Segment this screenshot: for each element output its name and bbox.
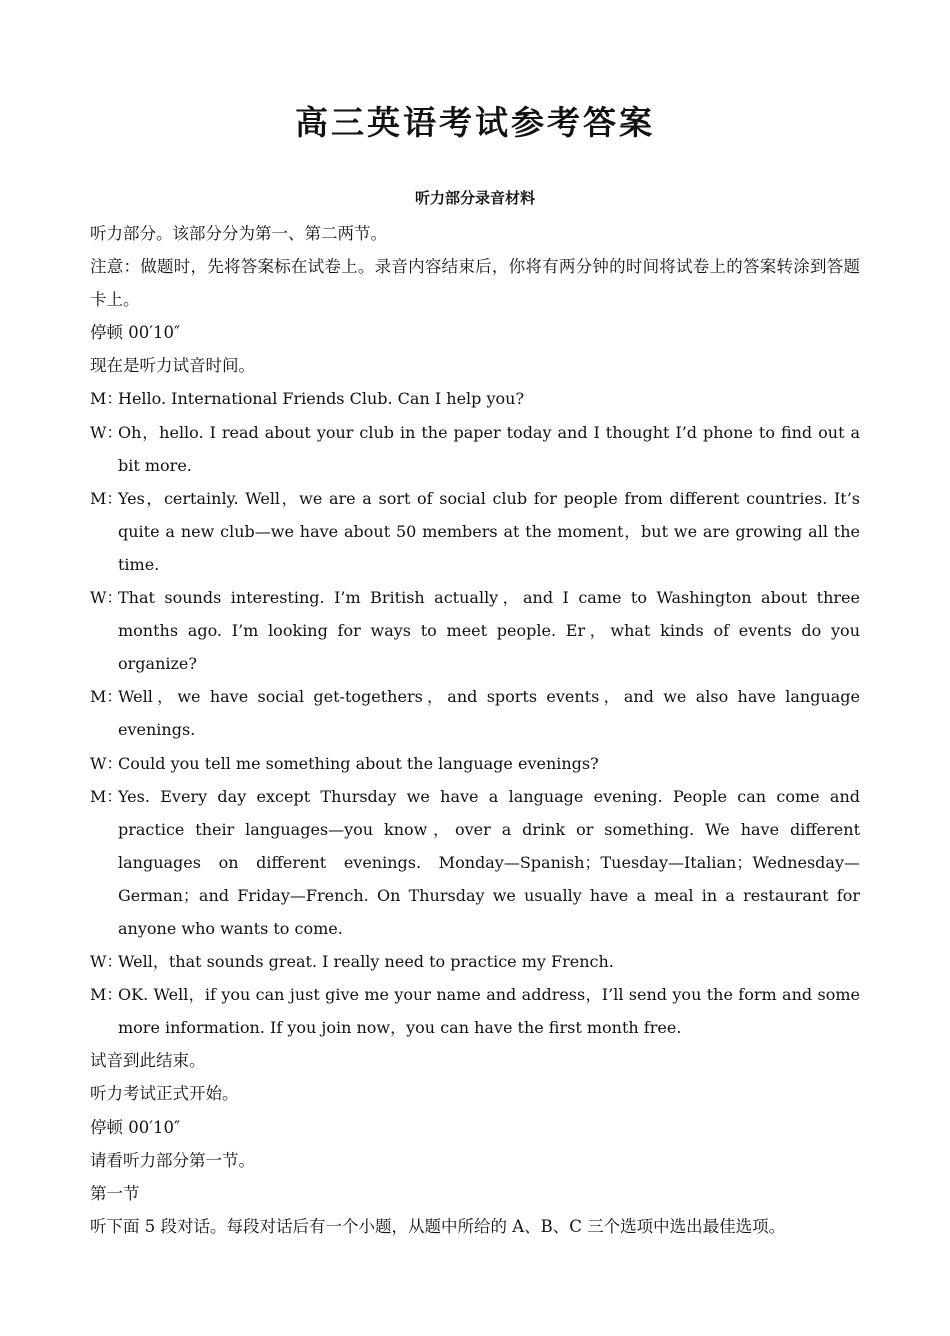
dialogue-line [90, 945, 860, 978]
dialogue-line [90, 780, 860, 945]
dialogue-text: Well，that sounds great. I really need to practice my French. [118, 952, 614, 972]
notice-paragraph: 注意：做题时，先将答案标在试卷上。录音内容结束后，你将有两分钟的时间将试卷上的答案转涂到答题卡上。 [90, 257, 860, 310]
speaker-label: W： [90, 422, 123, 442]
dialogue-text: Could you tell me something about the language evenings? [118, 753, 599, 773]
dialogue-line [90, 482, 860, 581]
speaker-label: W： [90, 588, 123, 608]
speaker-label: W： [90, 952, 123, 972]
intro-line: 听力部分。该部分分为第一、第二两节。 [90, 224, 387, 243]
speaker-label: M： [90, 687, 123, 707]
exam-start-line: 听力考试正式开始。 [90, 1084, 239, 1104]
dialogue [90, 382, 860, 1044]
dialogue-line [90, 416, 860, 482]
dialogue-text: Hello. International Friends Club. Can I help you? [118, 389, 525, 409]
dialogue-text: That sounds interesting. I’m British actually，and I came to Washington about three months ago. I’m looking for ways to meet people. Er，what kinds of events do you organize? [118, 588, 860, 674]
section-prompt-line: 请看听力部分第一节。 [90, 1150, 255, 1170]
trial-start-line: 现在是听力试音时间。 [90, 356, 255, 376]
speaker-label: M： [90, 786, 123, 806]
dialogue-line [90, 680, 860, 746]
dialogue-line [90, 978, 860, 1044]
dialogue-line [90, 382, 860, 415]
section-instructions: 听下面 5 段对话。每段对话后有一个小题，从题中所给的 A、B、C 三个选项中选出最佳选项。 [90, 1216, 786, 1236]
dialogue-text: Yes，certainly. Well，we are a sort of social club for people from different countries. It’s quite a new club—we have about 50 members at the moment，but we are growing all the time. [118, 488, 860, 574]
dialogue-line [90, 747, 860, 780]
dialogue-text: Well，we have social get-togethers，and sports events，and we also have language evenings. [118, 687, 860, 740]
dialogue-text: Oh，hello. I read about your club in the paper today and I thought I’d phone to find out a bit more. [118, 422, 860, 475]
speaker-label: M： [90, 389, 123, 409]
dialogue-text: OK. Well，if you can just give me your name and address，I’ll send you the form and some more information. If you join now，you can have the first month free. [118, 985, 860, 1038]
trial-end-line: 试音到此结束。 [90, 1051, 206, 1071]
pause-line: 停顿 00′10″ [90, 1117, 181, 1137]
page-title: 高三英语考试参考答案 [295, 103, 655, 142]
speaker-label: M： [90, 985, 123, 1005]
section-heading: 听力部分录音材料 [414, 189, 535, 207]
document-body [90, 217, 860, 1243]
speaker-label: W： [90, 753, 123, 773]
dialogue-line [90, 581, 860, 680]
section-title: 第一节 [90, 1183, 140, 1203]
pause-line: 停顿 00′10″ [90, 323, 181, 343]
dialogue-text: Yes. Every day except Thursday we have a language evening. People can come and practice their languages—you know，over a drink or something. We have different languages on different evenings. Monday—Spanish；Tuesday—Italian；Wednesday—German；and Friday—French. On Thursday we usually have a meal in a restaurant for anyone who wants to come. [118, 786, 860, 938]
speaker-label: M： [90, 488, 123, 508]
